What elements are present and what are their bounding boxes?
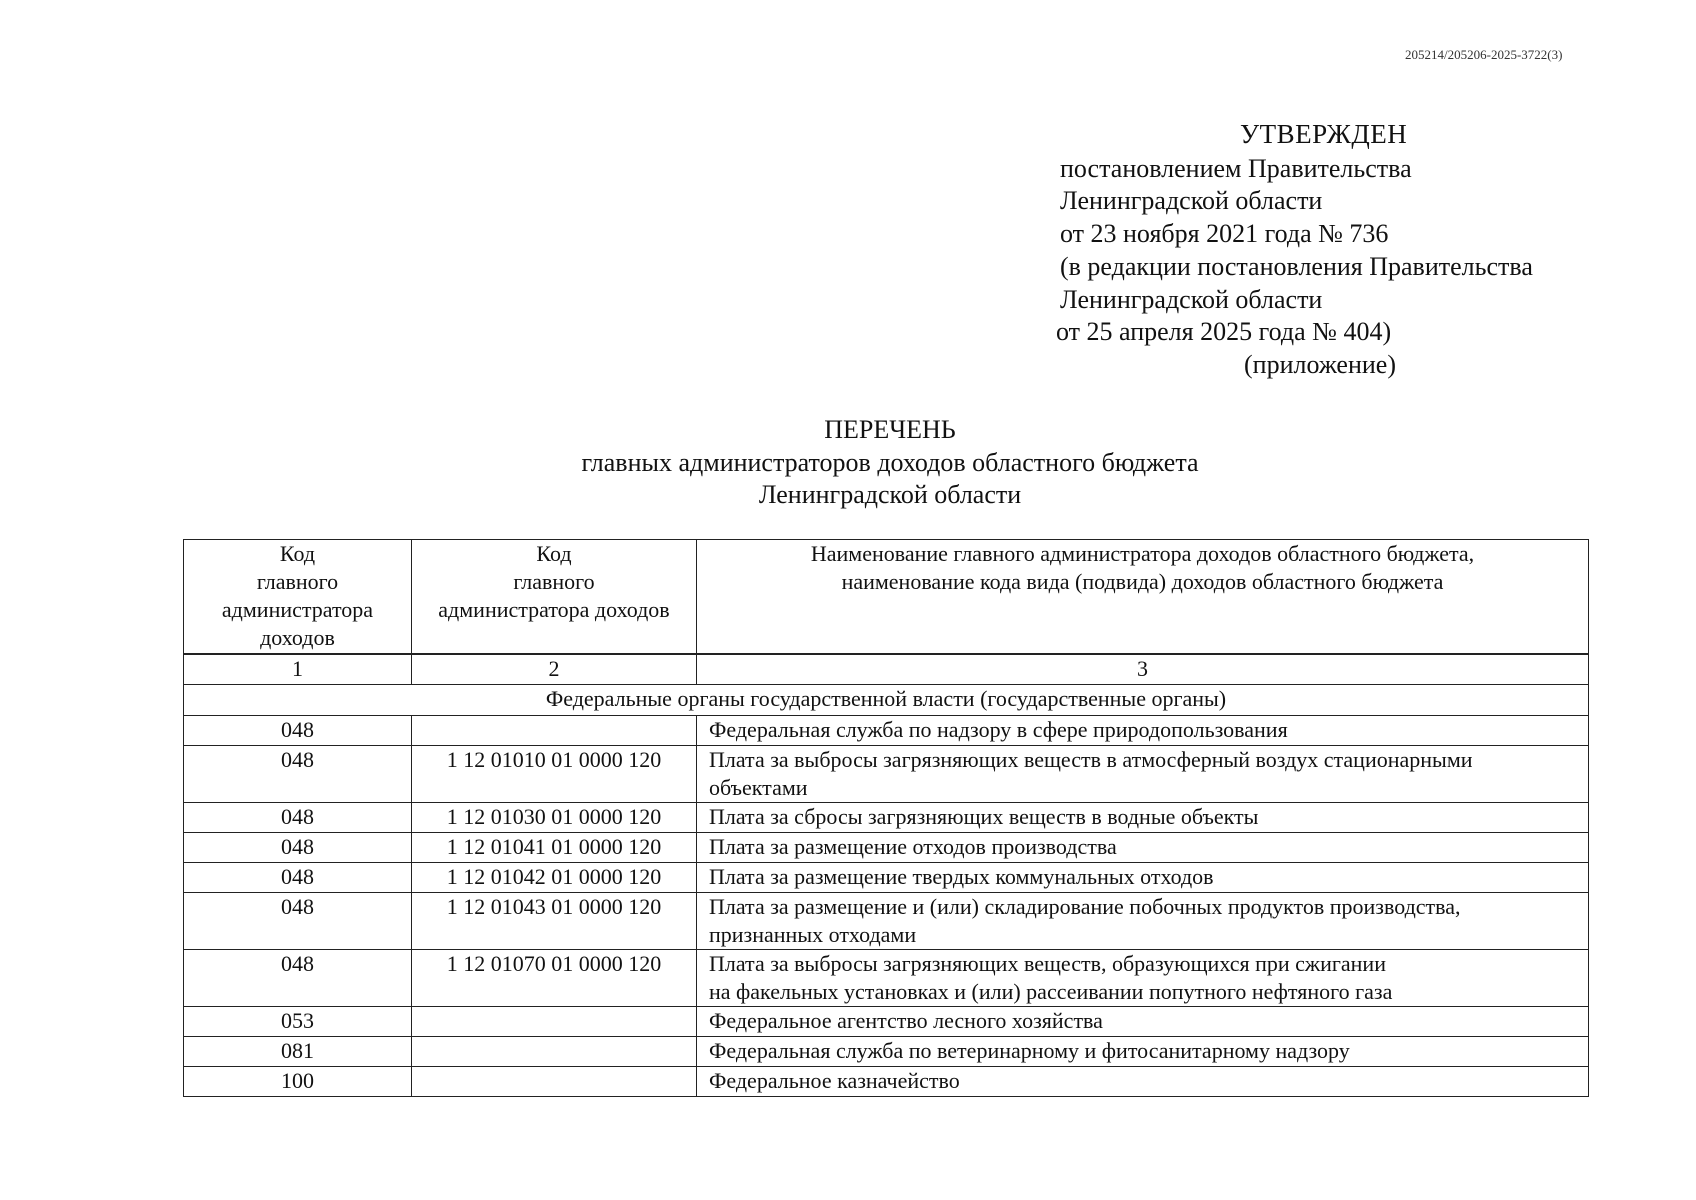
revenue-code-cell bbox=[412, 1037, 697, 1067]
header-line: Код bbox=[536, 541, 572, 566]
table-row bbox=[184, 716, 1589, 746]
column-number: 1 bbox=[184, 655, 412, 685]
name-line: Плата за выбросы загрязняющих веществ, образующихся при сжигании bbox=[709, 951, 1386, 976]
name-line: признанных отходами bbox=[709, 922, 917, 947]
column-number: 3 bbox=[697, 655, 1589, 685]
admin-code-cell: 053 bbox=[184, 1007, 412, 1037]
header-line: администратора доходов bbox=[438, 597, 670, 622]
column-number: 2 bbox=[412, 655, 697, 685]
name-line: Федеральное агентство лесного хозяйства bbox=[709, 1008, 1103, 1033]
name-cell bbox=[697, 803, 1589, 833]
header-line: главного bbox=[513, 569, 595, 594]
header-line: главного bbox=[256, 569, 339, 594]
name-cell bbox=[697, 1007, 1589, 1037]
admin-code-cell: 048 bbox=[184, 950, 412, 1007]
name-line: Плата за размещение твердых коммунальных отходов bbox=[709, 864, 1214, 889]
table-row bbox=[184, 863, 1589, 893]
approval-line: (в редакции постановления Правительства bbox=[1060, 251, 1533, 281]
approval-line: (приложение) bbox=[1244, 349, 1397, 379]
admin-code-cell: 081 bbox=[184, 1037, 412, 1067]
name-line: на факельных установках и (или) рассеивании попутного нефтяного газа bbox=[709, 979, 1393, 1004]
admin-code-cell: 100 bbox=[184, 1067, 412, 1097]
revenue-code-cell: 1 12 01010 01 0000 120 bbox=[412, 746, 697, 803]
heading-subtitle: Ленинградской области bbox=[758, 480, 1022, 509]
admin-code-cell: 048 bbox=[184, 863, 412, 893]
column-number-row bbox=[184, 655, 1589, 685]
name-line: Федеральное казначейство bbox=[709, 1068, 960, 1093]
section-title: Федеральные органы государственной власти (государственные органы) bbox=[184, 685, 1589, 716]
table-row bbox=[184, 950, 1589, 1007]
name-cell bbox=[697, 950, 1589, 1007]
section-row bbox=[184, 685, 1589, 716]
heading-subtitle: главных администраторов доходов областного бюджета bbox=[581, 447, 1199, 477]
name-cell bbox=[697, 1037, 1589, 1067]
name-cell bbox=[697, 893, 1589, 950]
name-cell bbox=[697, 833, 1589, 863]
approval-line: Ленинградской области bbox=[1060, 284, 1323, 314]
header-line: доходов bbox=[260, 625, 335, 650]
table-row bbox=[184, 1037, 1589, 1067]
name-cell bbox=[697, 863, 1589, 893]
approval-line: Ленинградской области bbox=[1060, 186, 1323, 216]
header-line: администратора bbox=[221, 597, 374, 622]
header-line: наименование кода вида (подвида) доходов областного бюджета bbox=[841, 569, 1444, 594]
name-cell bbox=[697, 1067, 1589, 1097]
table-row bbox=[184, 1067, 1589, 1097]
approval-line: постановлением Правительства bbox=[1060, 153, 1412, 183]
approval-block bbox=[1056, 118, 1680, 382]
name-line: Плата за размещение и (или) складирование побочных продуктов производства, bbox=[709, 894, 1461, 919]
admin-code-cell: 048 bbox=[184, 716, 412, 746]
revenue-code-cell: 1 12 01070 01 0000 120 bbox=[412, 950, 697, 1007]
table-row bbox=[184, 1007, 1589, 1037]
revenue-code-cell bbox=[412, 1007, 697, 1037]
header-revenue-code bbox=[412, 540, 697, 654]
name-line: Федеральная служба по ветеринарному и фитосанитарному надзору bbox=[709, 1038, 1350, 1063]
admin-code-cell: 048 bbox=[184, 893, 412, 950]
table-row bbox=[184, 746, 1589, 803]
document-id: 205214/205206-2025-3722(3) bbox=[1405, 47, 1563, 62]
revenue-code-cell bbox=[412, 1067, 697, 1097]
revenue-code-cell: 1 12 01041 01 0000 120 bbox=[412, 833, 697, 863]
header-line: Наименование главного администратора доходов областного бюджета, bbox=[810, 541, 1475, 566]
name-line: объектами bbox=[709, 775, 808, 800]
header-line: Код bbox=[279, 541, 316, 566]
revenue-code-cell: 1 12 01043 01 0000 120 bbox=[412, 893, 697, 950]
revenue-code-cell: 1 12 01030 01 0000 120 bbox=[412, 803, 697, 833]
table-row bbox=[184, 833, 1589, 863]
header-name bbox=[697, 540, 1589, 654]
name-line: Федеральная служба по надзору в сфере природопользования bbox=[709, 717, 1288, 742]
admin-code-cell: 048 bbox=[184, 803, 412, 833]
document-heading bbox=[400, 414, 1380, 512]
table-row bbox=[184, 893, 1589, 950]
admin-code-cell: 048 bbox=[184, 833, 412, 863]
heading-title: ПЕРЕЧЕНЬ bbox=[824, 415, 956, 444]
admin-code-cell: 048 bbox=[184, 746, 412, 803]
name-line: Плата за выбросы загрязняющих веществ в атмосферный воздух стационарными bbox=[709, 747, 1473, 772]
name-cell bbox=[697, 746, 1589, 803]
table-row bbox=[184, 803, 1589, 833]
approval-line: от 25 апреля 2025 года № 404) bbox=[1056, 317, 1392, 347]
approval-title: УТВЕРЖДЕН bbox=[1240, 119, 1408, 149]
approval-line: от 23 ноября 2021 года № 736 bbox=[1060, 219, 1389, 249]
revenue-code-cell bbox=[412, 716, 697, 746]
name-line: Плата за размещение отходов производства bbox=[709, 834, 1117, 859]
table-header-row bbox=[184, 540, 1589, 654]
revenue-administrators-table bbox=[183, 539, 1589, 1097]
name-cell bbox=[697, 716, 1589, 746]
name-line: Плата за сбросы загрязняющих веществ в водные объекты bbox=[709, 804, 1259, 829]
header-admin-code bbox=[184, 540, 412, 654]
revenue-code-cell: 1 12 01042 01 0000 120 bbox=[412, 863, 697, 893]
